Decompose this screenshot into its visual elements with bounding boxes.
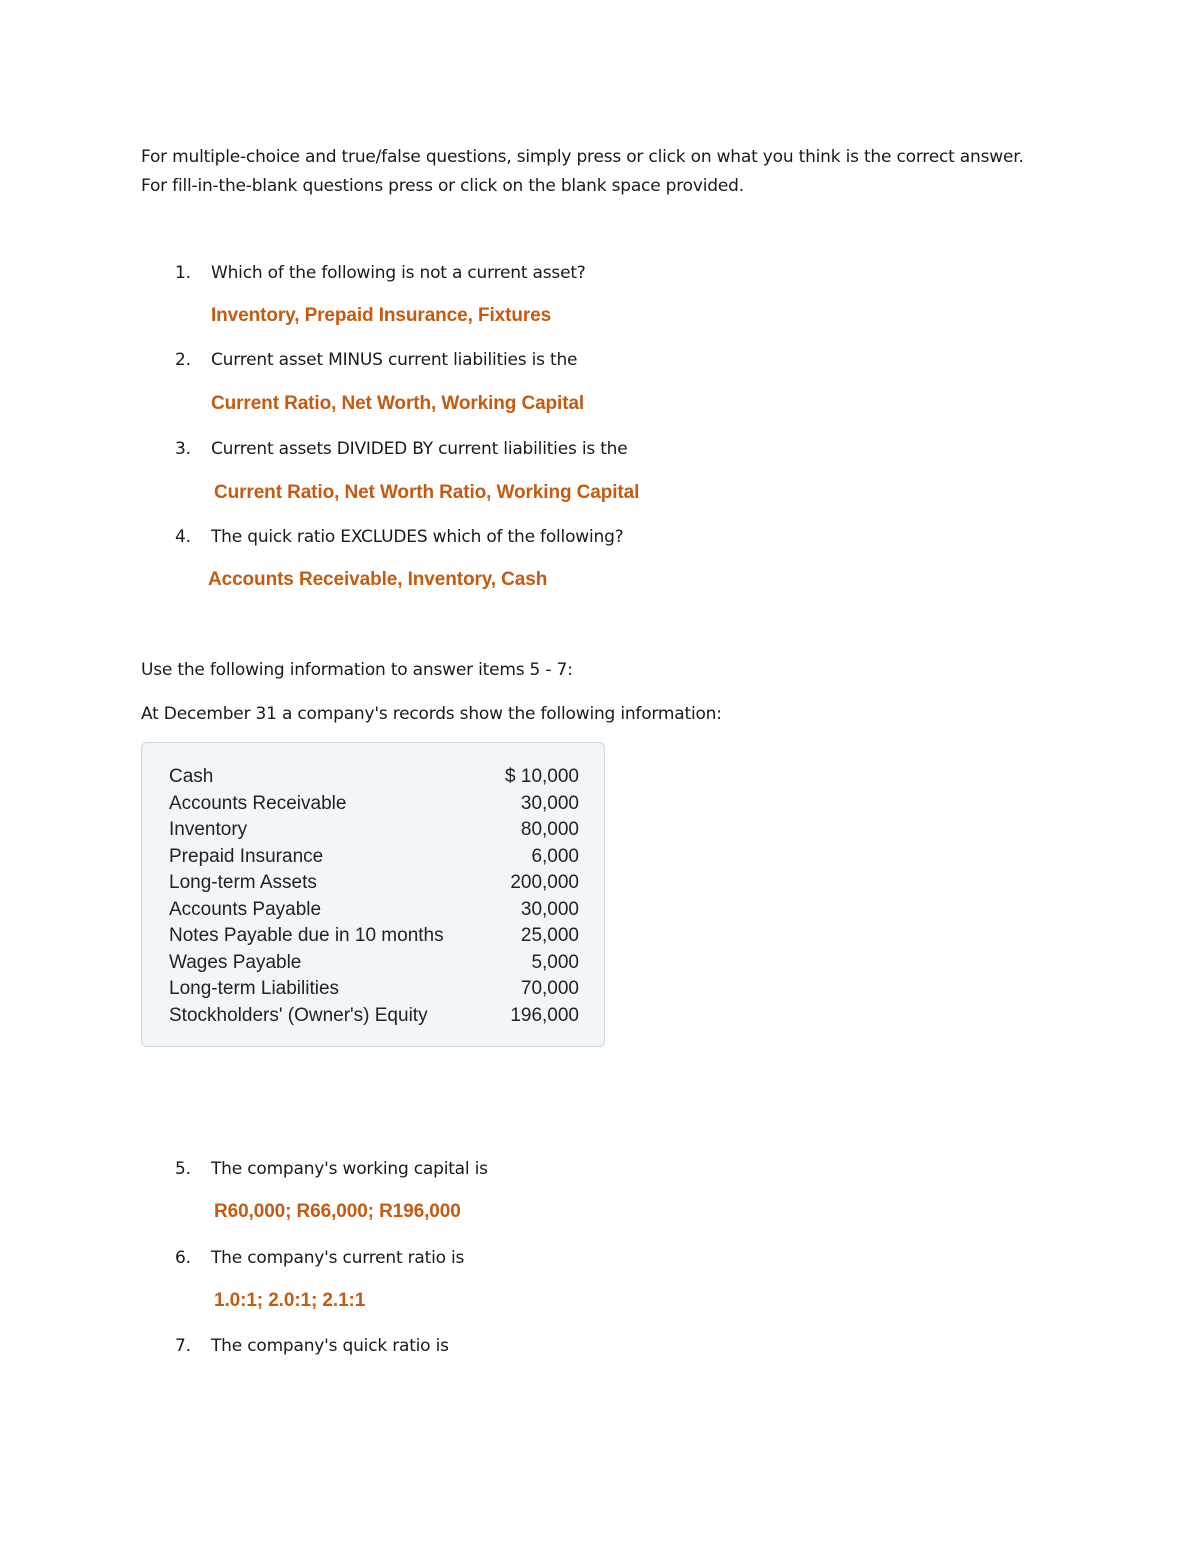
record-label: Cash (169, 766, 214, 787)
table-row (169, 950, 579, 977)
question-number: 1. (175, 263, 191, 283)
record-label: Accounts Receivable (169, 792, 347, 814)
answer-options-3[interactable]: Current Ratio, Net Worth Ratio, Working Capital (214, 482, 640, 503)
question-text: The company's current ratio is (211, 1248, 465, 1268)
answer-options-6[interactable]: 1.0:1; 2.0:1; 2.1:1 (214, 1290, 366, 1311)
answer-options-4[interactable]: Accounts Receivable, Inventory, Cash (208, 569, 548, 590)
question-1 (175, 261, 586, 285)
record-label: Stockholders' (Owner's) Equity (169, 1004, 428, 1026)
answer-options-2[interactable]: Current Ratio, Net Worth, Working Capital (211, 393, 585, 414)
instructions-paragraph: For multiple-choice and true/false questions, simply press or click on what you think is the correct answer. For fill-in-the-blank questions press or click on the blank space provided. (141, 147, 1024, 196)
record-label: Prepaid Insurance (169, 845, 324, 867)
question-7 (175, 1334, 449, 1358)
record-amount: 200,000 (510, 872, 579, 893)
record-label: Wages Payable (169, 951, 302, 973)
record-label: Accounts Payable (169, 898, 322, 920)
use-info-paragraph: Use the following information to answer items 5 - 7: (141, 660, 573, 680)
question-number: 7. (175, 1336, 191, 1356)
table-row (169, 844, 579, 871)
question-text: Current assets DIVIDED BY current liabilities is the (211, 439, 628, 459)
records-table (169, 764, 579, 1029)
record-amount: $ 10,000 (505, 766, 579, 787)
table-row (169, 817, 579, 844)
question-number: 3. (175, 439, 191, 459)
question-3 (175, 437, 628, 461)
question-6 (175, 1246, 464, 1270)
record-label: Notes Payable due in 10 months (169, 925, 444, 946)
table-row (169, 1003, 579, 1030)
question-text: Which of the following is not a current asset? (211, 263, 586, 283)
record-amount: 196,000 (510, 1004, 579, 1026)
question-number: 5. (175, 1159, 191, 1179)
table-row (169, 791, 579, 818)
records-box (141, 742, 605, 1047)
record-label: Inventory (169, 819, 248, 840)
record-amount: 30,000 (520, 898, 579, 920)
record-label: Long-term Liabilities (169, 978, 340, 999)
record-amount: 6,000 (531, 845, 579, 867)
question-2 (175, 348, 577, 372)
question-text: The quick ratio EXCLUDES which of the following? (211, 527, 624, 547)
records-intro-paragraph: At December 31 a company's records show the following information: (141, 704, 722, 724)
question-number: 2. (175, 350, 191, 370)
record-amount: 70,000 (520, 978, 579, 999)
answer-options-5[interactable]: R60,000; R66,000; R196,000 (214, 1201, 461, 1222)
table-row (169, 923, 579, 950)
question-4 (175, 525, 624, 549)
question-text: The company's working capital is (211, 1159, 488, 1179)
table-row (169, 870, 579, 897)
table-row (169, 897, 579, 924)
table-row (169, 764, 579, 791)
record-amount: 25,000 (520, 925, 579, 946)
record-amount: 80,000 (520, 819, 579, 840)
record-label: Long-term Assets (169, 872, 317, 893)
record-amount: 5,000 (531, 951, 579, 973)
question-5 (175, 1157, 488, 1181)
question-number: 6. (175, 1248, 191, 1268)
table-row (169, 976, 579, 1003)
record-amount: 30,000 (520, 792, 579, 814)
question-text: The company's quick ratio is (211, 1336, 449, 1356)
question-text: Current asset MINUS current liabilities is the (211, 350, 578, 370)
answer-options-1[interactable]: Inventory, Prepaid Insurance, Fixtures (211, 305, 552, 326)
question-number: 4. (175, 527, 191, 547)
